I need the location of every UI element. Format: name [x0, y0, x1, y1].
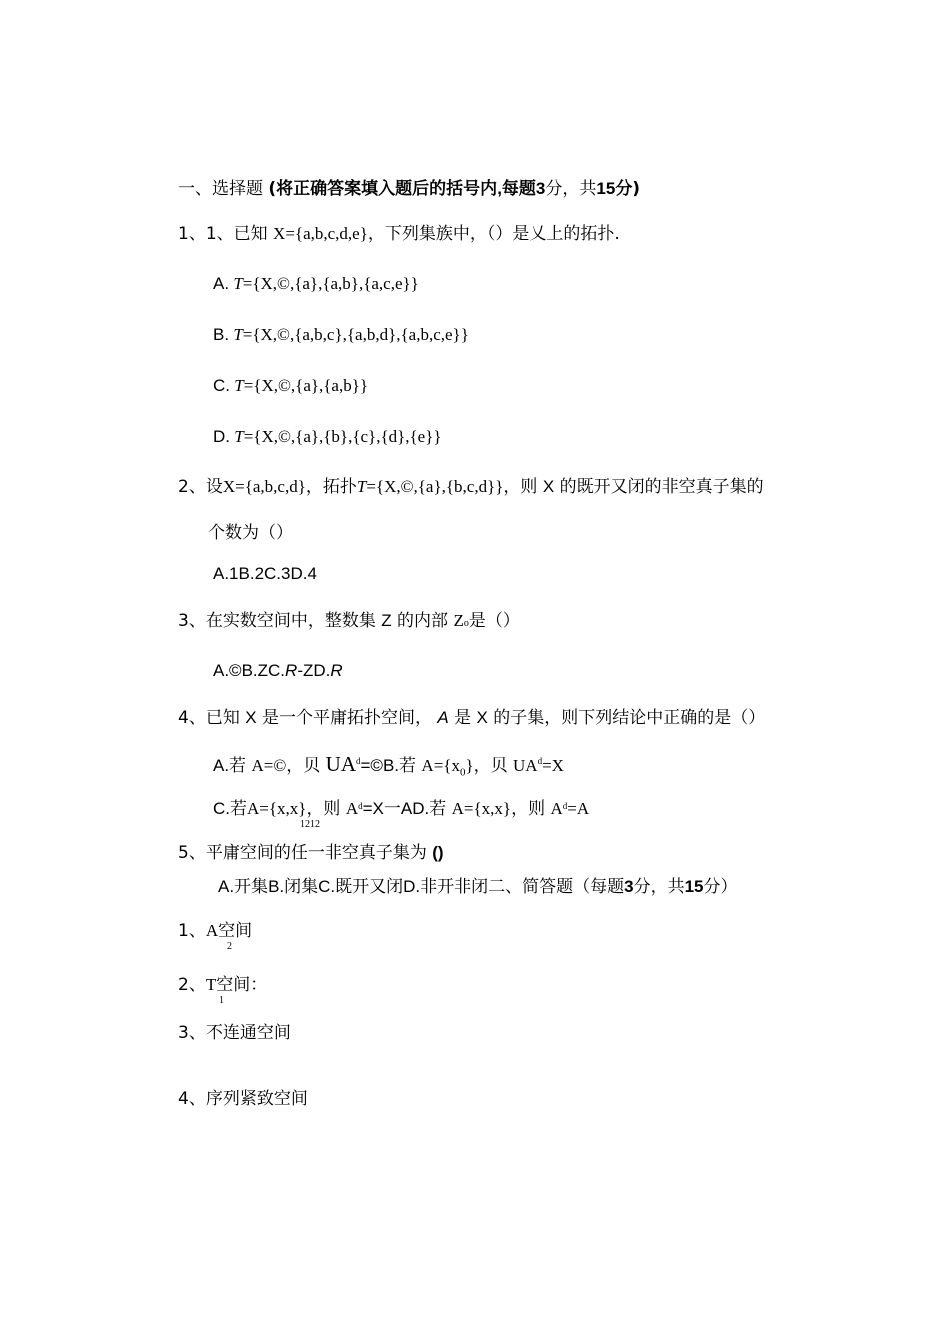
q2-rest: 的既开又闭的非空真子集的: [559, 477, 764, 497]
short-answer-2-subscript: 1: [219, 995, 224, 1006]
q4-mid: 是一个平庸拓扑空间，: [261, 708, 432, 728]
q2-options: A.1B.2C.3D.4: [213, 564, 317, 583]
section2-end: 分）: [703, 877, 738, 897]
q4-opt-b-UA: UA: [513, 756, 538, 775]
q4-opt-d-d: d: [562, 801, 568, 811]
question-4-stem: [178, 707, 765, 729]
q3-R: R: [285, 661, 298, 680]
section1-title-prefix: 一、选择题: [178, 179, 263, 199]
q1-option-a: [213, 273, 419, 295]
item-text: 空间：: [216, 975, 268, 995]
short-answer-1: [178, 920, 252, 942]
q4-opt-b-cond: A={x: [421, 756, 460, 775]
short-answer-2: [178, 974, 267, 996]
q4-opt-c-cond: A={x,x}: [247, 799, 307, 818]
q2-set: X={a,b,c,d}: [222, 477, 306, 496]
q4-opt-d-A: A: [550, 799, 563, 818]
item-number: 1、: [178, 921, 206, 941]
q5-opt-a: A.开集: [218, 877, 269, 896]
q5-opt-d: D.非开非闭: [403, 877, 489, 896]
short-answer-1-subscript: 2: [227, 941, 232, 952]
q1-prefix: 1、1、已知: [178, 224, 268, 244]
item-number: 4、: [178, 1089, 206, 1109]
q3-mid: 的内部: [397, 611, 449, 631]
q3-end: 是（）: [468, 611, 520, 631]
q4-X2: X: [476, 708, 488, 727]
q4-is: 是: [454, 708, 472, 728]
q2-prefix: 2、设: [178, 477, 223, 497]
q4-opt-b-d: d: [537, 756, 543, 766]
section1-title-instruction: (将正确答案填入题后的括号内: [268, 179, 498, 199]
q5-blank: (): [432, 843, 444, 862]
q4-opt-d-result: =A: [567, 799, 590, 818]
q4-opt-d-cond: A={x,x}: [451, 799, 512, 818]
q3-Z-interior: Z: [453, 611, 464, 630]
option-label: A.: [213, 274, 230, 293]
item-text: 序列紧致空间: [205, 1089, 308, 1109]
q1-set: X={a,b,c,d,e}: [273, 224, 368, 243]
option-label: C.: [213, 376, 230, 395]
short-answer-3: [178, 1022, 291, 1044]
q4-opt-b-close: }: [465, 756, 474, 775]
section1-title-score: 3: [535, 179, 546, 198]
q3-options: [213, 660, 343, 682]
q4-opt-c-then: ，则: [306, 799, 341, 819]
q4-opt-c-d: d: [358, 801, 363, 811]
q4-rest: 的子集，则下列结论中正确的是（）: [493, 708, 766, 728]
q4-opt-b-result: =X: [542, 756, 564, 775]
section1-title: [178, 178, 640, 200]
question-1-stem: [178, 223, 620, 245]
option-T: T: [234, 427, 244, 446]
item-text: 空间: [218, 921, 253, 941]
section2-score: 3: [624, 877, 634, 896]
q4-opt-a-label: A.若: [213, 756, 247, 775]
q5-opt-b: B.闭集: [268, 877, 319, 896]
q1-end: 乂上的拓扑.: [529, 224, 620, 244]
q4-subscript-note: 1212: [300, 819, 320, 830]
q4-prefix: 4、已知: [178, 708, 240, 728]
section1-title-total: 15: [596, 179, 616, 198]
q4-opt-a-d: d: [356, 756, 361, 766]
option-text: ={X,©,{a},{a,b},{a,c,e}}: [242, 274, 419, 293]
item-number: 3、: [178, 1023, 206, 1043]
q4-A: A: [437, 708, 449, 727]
q4-opt-d-then: ，则: [511, 799, 546, 819]
option-text: ={X,©,{a},{a,b}}: [243, 376, 369, 395]
q3-o-mark: o: [463, 618, 469, 629]
option-text: ={X,©,{a,b,c},{a,b,d},{a,b,c,e}}: [242, 325, 469, 344]
q4-opt-a-then: ，贝: [286, 756, 321, 776]
q4-opt-c-result: =X一AD.若: [362, 799, 447, 818]
q3-prefix: 3、在实数空间中，整数集: [178, 611, 376, 631]
q5-prefix: 5、平庸空间的任一非空真子集为: [178, 843, 427, 863]
q5-options: [218, 876, 738, 898]
item-symbol: A: [205, 921, 219, 940]
option-text: ={X,©,{a},{b},{c},{d},{e}}: [243, 427, 442, 446]
q4-options-line1: [213, 753, 564, 783]
section2-total: 15: [684, 877, 704, 896]
q3-R2: R: [330, 661, 343, 680]
section1-title-total-label: 分，共: [545, 179, 597, 199]
q4-opt-a-result: =©B.若: [360, 756, 417, 775]
q4-opt-a-cond: A=©: [251, 756, 287, 775]
q4-opt-b-sub: 0: [459, 766, 466, 779]
option-T: T: [233, 325, 243, 344]
section2-title: 二、简答题（每题: [488, 877, 625, 897]
q1-option-b: [213, 324, 469, 346]
q2-then: ，则: [503, 477, 538, 497]
q4-opt-a-UA: UA: [325, 752, 356, 776]
section2-total-label: 分，共: [633, 877, 685, 897]
q3-opt-a: A.©B.ZC.: [213, 661, 286, 680]
q2-X: X: [542, 477, 555, 496]
option-T: T: [234, 376, 244, 395]
q3-Z: Z: [381, 611, 392, 630]
item-number: 2、: [178, 975, 206, 995]
question-2-line2: 个数为（）: [208, 523, 293, 543]
q2-topology-label: ，拓扑: [305, 477, 357, 497]
option-label: B.: [213, 325, 230, 344]
q4-opt-c-label: C.若: [213, 799, 247, 818]
q4-opt-c-A: A: [345, 799, 359, 818]
option-label: D.: [213, 427, 230, 446]
question-3-stem: [178, 610, 520, 635]
section1-title-per: ,每题: [497, 179, 536, 198]
q4-options-line2: [213, 798, 589, 820]
q4-opt-b-then: ，贝: [473, 756, 508, 776]
question-2-stem: [178, 476, 764, 498]
q1-option-c: [213, 375, 368, 397]
q2-T: T: [356, 477, 367, 496]
q5-opt-c: C.既开又闭: [318, 877, 404, 896]
option-T: T: [233, 274, 243, 293]
item-symbol: T: [205, 975, 217, 994]
item-text: 不连通空间: [205, 1023, 291, 1043]
q1-mid: ，下列集族中，（）是: [367, 224, 530, 244]
q2-topology: ={X,©,{a},{b,c,d}}: [366, 477, 504, 496]
section1-title-end: 分): [615, 179, 641, 199]
question-5-stem: [178, 842, 444, 864]
short-answer-4: [178, 1088, 308, 1110]
q1-option-d: [213, 426, 442, 448]
q4-X: X: [245, 708, 257, 727]
q3-opt-c: -ZD.: [297, 661, 331, 680]
